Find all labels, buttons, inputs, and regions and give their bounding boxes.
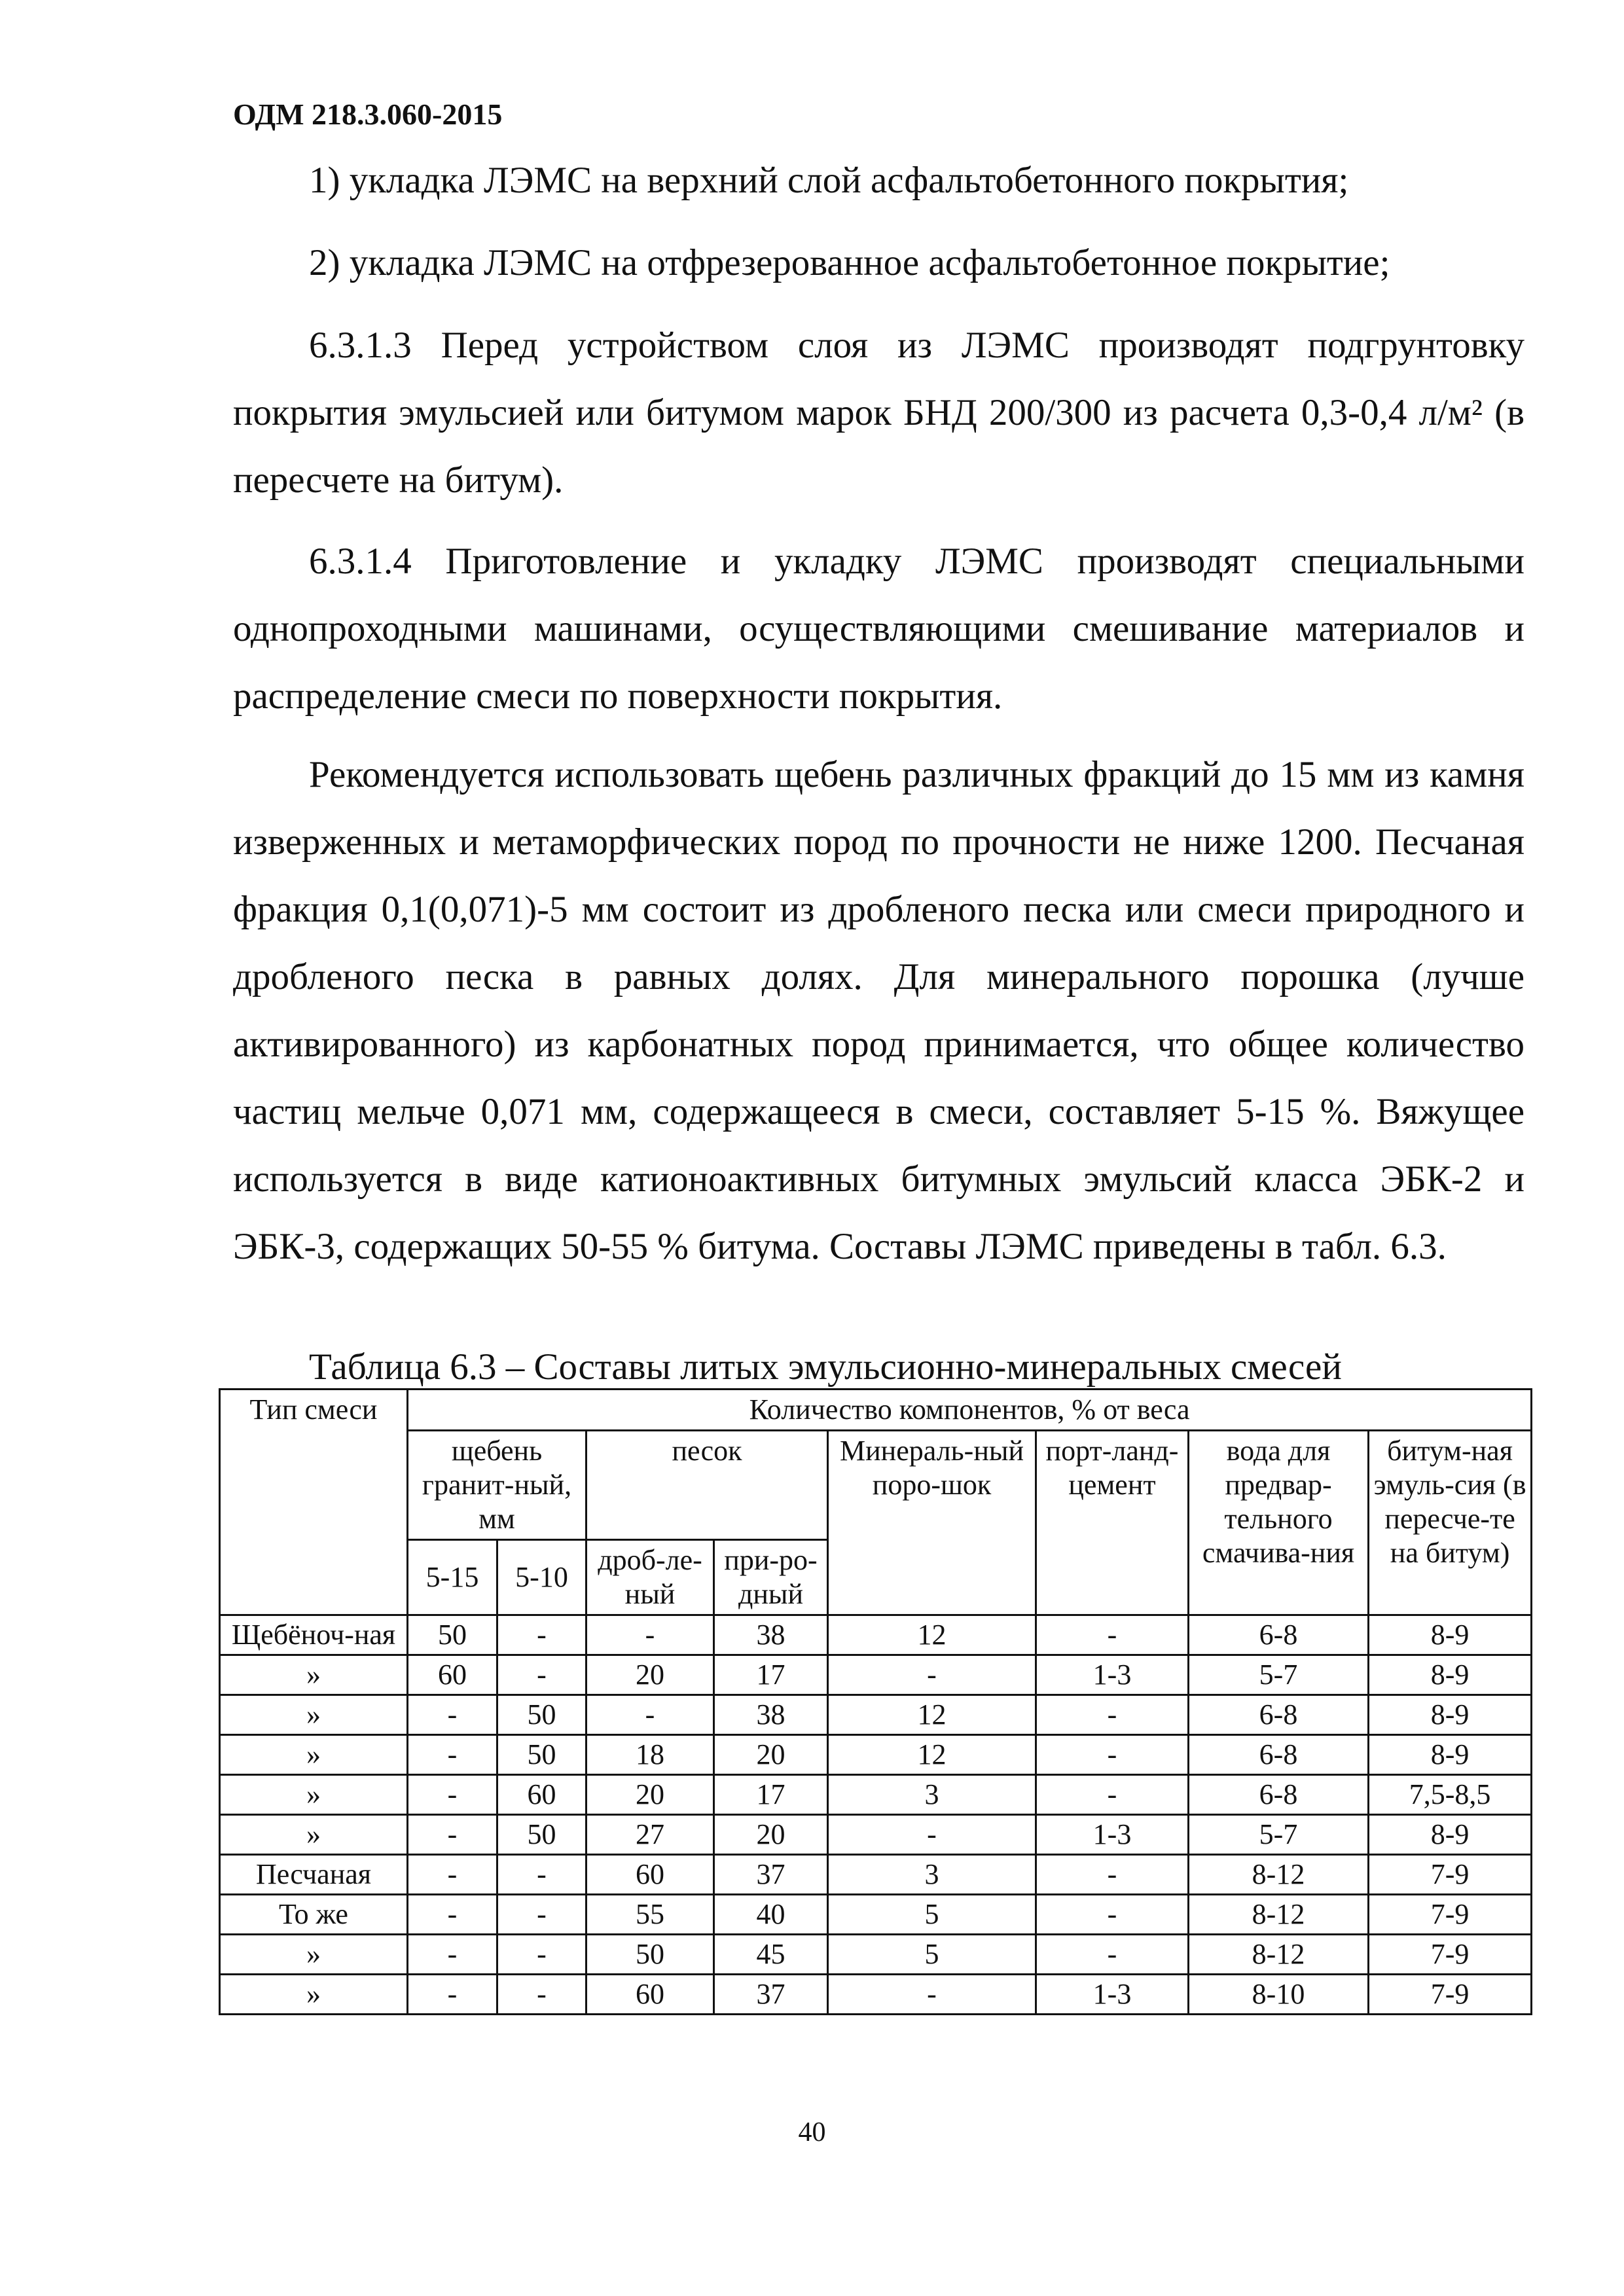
table-cell: » bbox=[220, 1775, 408, 1815]
table-cell: 3 bbox=[828, 1855, 1036, 1895]
table-caption: Таблица 6.3 – Составы литых эмульсионно-минеральных смесей bbox=[309, 1346, 1342, 1388]
table-cell: 12 bbox=[828, 1735, 1036, 1775]
table-cell: - bbox=[408, 1775, 497, 1815]
table-row bbox=[220, 1775, 1532, 1815]
table-cell: - bbox=[497, 1975, 586, 2015]
table-cell: - bbox=[408, 1935, 497, 1975]
table-row bbox=[220, 1935, 1532, 1975]
table-cell: - bbox=[1036, 1895, 1189, 1935]
table-cell: 55 bbox=[586, 1895, 714, 1935]
table-cell: - bbox=[1036, 1935, 1189, 1975]
table-cell: - bbox=[497, 1855, 586, 1895]
header-sand-crushed: дроб-ле-ный bbox=[586, 1540, 714, 1615]
table-row bbox=[220, 1735, 1532, 1775]
header-cement: порт-ланд-цемент bbox=[1036, 1431, 1189, 1615]
list-item-1: 1) укладка ЛЭМС на верхний слой асфальтобетонного покрытия; bbox=[309, 160, 1349, 201]
table-cell: 20 bbox=[714, 1735, 828, 1775]
table-cell: - bbox=[497, 1895, 586, 1935]
table-cell: - bbox=[497, 1935, 586, 1975]
table-cell: 7-9 bbox=[1369, 1855, 1532, 1895]
table-header-row-1 bbox=[220, 1390, 1532, 1431]
table-cell: 8-12 bbox=[1189, 1935, 1369, 1975]
table-cell: 40 bbox=[714, 1895, 828, 1935]
table-cell: 6-8 bbox=[1189, 1615, 1369, 1655]
table-cell: - bbox=[1036, 1735, 1189, 1775]
table-cell: 45 bbox=[714, 1935, 828, 1975]
table-cell: 7-9 bbox=[1369, 1935, 1532, 1975]
table-cell: 60 bbox=[497, 1775, 586, 1815]
table-cell: 37 bbox=[714, 1975, 828, 2015]
table-cell: 5 bbox=[828, 1935, 1036, 1975]
header-sand-natural: при-ро-дный bbox=[714, 1540, 828, 1615]
table-cell: - bbox=[408, 1895, 497, 1935]
table-cell: - bbox=[1036, 1695, 1189, 1735]
table-row bbox=[220, 1975, 1532, 2015]
table-cell: 20 bbox=[714, 1815, 828, 1855]
table-cell: 18 bbox=[586, 1735, 714, 1775]
table-row bbox=[220, 1815, 1532, 1855]
table-cell: - bbox=[1036, 1615, 1189, 1655]
table-cell: 17 bbox=[714, 1655, 828, 1695]
header-water: вода для предвар-тельного смачива-ния bbox=[1189, 1431, 1369, 1615]
table-cell: 1-3 bbox=[1036, 1975, 1189, 2015]
header-mix-type: Тип смеси bbox=[220, 1390, 408, 1615]
table-cell: - bbox=[497, 1655, 586, 1695]
table-cell: 8-12 bbox=[1189, 1895, 1369, 1935]
paragraph-recommendation: Рекомендуется использовать щебень различных фракций до 15 мм из камня изверженных и метаморфических пород по прочности не ниже 1200. Песчаная фракция 0,1(0,071)-5 мм состоит из дробленого песка или смеси природного и дробленого песка в равных долях. Для минерального порошка (лучше активированного) из карбонатных пород принимается, что общее количество частиц мельче 0,071 мм, содержащееся в смеси, составляет 5-15 %. Вяжущее используется в виде катионоактивных битумных эмульсий класса ЭБК-2 и ЭБК-3, содержащих 50-55 % битума. Составы ЛЭМС приведены в табл. 6.3. bbox=[233, 754, 1525, 1267]
header-emulsion: битум-ная эмуль-сия (в пересче-те на битум) bbox=[1369, 1431, 1532, 1615]
document-code: ОДМ 218.3.060-2015 bbox=[233, 98, 503, 131]
paragraph-6-3-1-4: 6.3.1.4 Приготовление и укладку ЛЭМС производят специальными однопроходными машинами, осуществляющими смешивание материалов и распределение смеси по поверхности покрытия. bbox=[233, 541, 1525, 717]
table-cell: » bbox=[220, 1735, 408, 1775]
table-cell: » bbox=[220, 1655, 408, 1695]
table-cell: 8-9 bbox=[1369, 1695, 1532, 1735]
table-cell: 5 bbox=[828, 1895, 1036, 1935]
table-row bbox=[220, 1855, 1532, 1895]
table-cell: То же bbox=[220, 1895, 408, 1935]
table-cell: - bbox=[586, 1695, 714, 1735]
table-cell: 37 bbox=[714, 1855, 828, 1895]
table-cell: 60 bbox=[408, 1655, 497, 1695]
table-cell: 60 bbox=[586, 1855, 714, 1895]
table-cell: 20 bbox=[586, 1775, 714, 1815]
table-cell: » bbox=[220, 1695, 408, 1735]
table-cell: Щебёноч-ная bbox=[220, 1615, 408, 1655]
header-components: Количество компонентов, % от веса bbox=[408, 1390, 1532, 1431]
table-cell: 50 bbox=[497, 1695, 586, 1735]
table-cell: 7,5-8,5 bbox=[1369, 1775, 1532, 1815]
table-cell: 6-8 bbox=[1189, 1775, 1369, 1815]
header-crushed-stone: щебень гранит-ный, мм bbox=[408, 1431, 586, 1540]
table-cell: 5-7 bbox=[1189, 1655, 1369, 1695]
paragraph-6-3-1-3: 6.3.1.3 Перед устройством слоя из ЛЭМС производят подгрунтовку покрытия эмульсией или битумом марок БНД 200/300 из расчета 0,3-0,4 л/м² (в пересчете на битум). bbox=[233, 325, 1525, 501]
table-cell: - bbox=[408, 1695, 497, 1735]
table-cell: - bbox=[497, 1615, 586, 1655]
table-cell: 8-9 bbox=[1369, 1615, 1532, 1655]
table-cell: 50 bbox=[408, 1615, 497, 1655]
table-cell: 12 bbox=[828, 1615, 1036, 1655]
table-cell: 60 bbox=[586, 1975, 714, 2015]
composition-table bbox=[219, 1388, 1532, 2015]
table-cell: 8-10 bbox=[1189, 1975, 1369, 2015]
table-cell: » bbox=[220, 1975, 408, 2015]
table-cell: 8-9 bbox=[1369, 1815, 1532, 1855]
table-cell: Песчаная bbox=[220, 1855, 408, 1895]
table-cell: 17 bbox=[714, 1775, 828, 1815]
header-size-5-10: 5-10 bbox=[497, 1540, 586, 1615]
table-cell: » bbox=[220, 1815, 408, 1855]
table-cell: 1-3 bbox=[1036, 1655, 1189, 1695]
table-row bbox=[220, 1655, 1532, 1695]
table-cell: - bbox=[828, 1975, 1036, 2015]
header-size-5-15: 5-15 bbox=[408, 1540, 497, 1615]
table-cell: 12 bbox=[828, 1695, 1036, 1735]
table-cell: 7-9 bbox=[1369, 1895, 1532, 1935]
table-row bbox=[220, 1695, 1532, 1735]
table-cell: 7-9 bbox=[1369, 1975, 1532, 2015]
table-cell: 1-3 bbox=[1036, 1815, 1189, 1855]
table-cell: 3 bbox=[828, 1775, 1036, 1815]
table-cell: 27 bbox=[586, 1815, 714, 1855]
table-cell: 50 bbox=[586, 1935, 714, 1975]
table-cell: 38 bbox=[714, 1695, 828, 1735]
table-cell: - bbox=[1036, 1775, 1189, 1815]
table-header-row-2 bbox=[220, 1431, 1532, 1540]
table-cell: 20 bbox=[586, 1655, 714, 1695]
table-cell: - bbox=[408, 1975, 497, 2015]
table-cell: - bbox=[1036, 1855, 1189, 1895]
table-cell: 6-8 bbox=[1189, 1695, 1369, 1735]
table-cell: 5-7 bbox=[1189, 1815, 1369, 1855]
table-cell: 8-9 bbox=[1369, 1735, 1532, 1775]
list-item-2: 2) укладка ЛЭМС на отфрезерованное асфальтобетонное покрытие; bbox=[309, 242, 1390, 283]
table-cell: 50 bbox=[497, 1815, 586, 1855]
table-cell: - bbox=[586, 1615, 714, 1655]
table-row bbox=[220, 1895, 1532, 1935]
table-cell: » bbox=[220, 1935, 408, 1975]
page-number: 40 bbox=[798, 2117, 826, 2147]
table-cell: - bbox=[828, 1815, 1036, 1855]
table-cell: - bbox=[408, 1815, 497, 1855]
table-cell: - bbox=[408, 1855, 497, 1895]
header-mineral-powder: Минераль-ный поро-шок bbox=[828, 1431, 1036, 1615]
table-cell: 50 bbox=[497, 1735, 586, 1775]
table-cell: 6-8 bbox=[1189, 1735, 1369, 1775]
header-sand: песок bbox=[586, 1431, 828, 1540]
table-cell: - bbox=[408, 1735, 497, 1775]
table-cell: 8-12 bbox=[1189, 1855, 1369, 1895]
table-cell: 8-9 bbox=[1369, 1655, 1532, 1695]
table-cell: 38 bbox=[714, 1615, 828, 1655]
table-cell: - bbox=[828, 1655, 1036, 1695]
table-row bbox=[220, 1615, 1532, 1655]
